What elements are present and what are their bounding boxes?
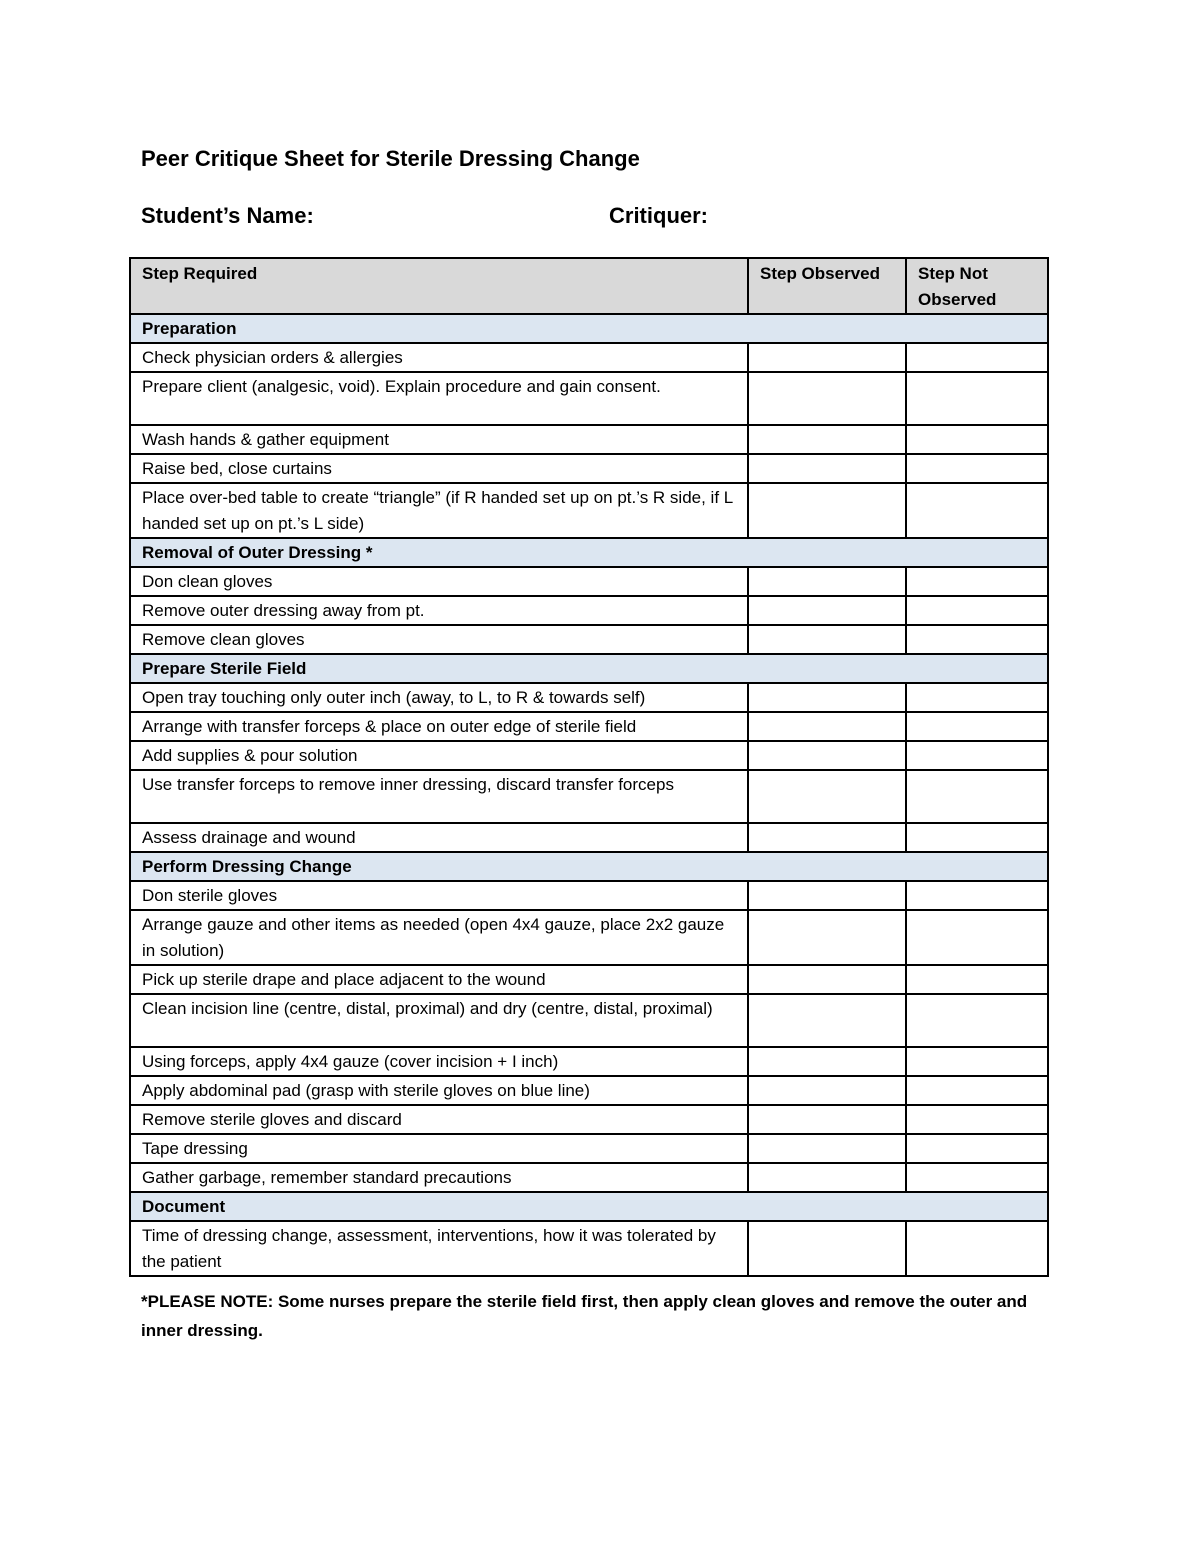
step-not-observed-cell[interactable] (906, 1047, 1048, 1076)
step-observed-cell[interactable] (748, 1105, 906, 1134)
table-row (130, 770, 1048, 823)
step-observed-cell[interactable] (748, 567, 906, 596)
step-not-observed-cell[interactable] (906, 425, 1048, 454)
step-not-observed-cell[interactable] (906, 372, 1048, 425)
step-observed-cell[interactable] (748, 1221, 906, 1276)
step-not-observed-cell[interactable] (906, 881, 1048, 910)
step-not-observed-cell[interactable] (906, 1221, 1048, 1276)
step-observed-cell[interactable] (748, 770, 906, 823)
section-title: Removal of Outer Dressing * (130, 538, 1048, 567)
critiquer-label: Critiquer: (609, 203, 708, 228)
table-row (130, 910, 1048, 965)
step-observed-cell[interactable] (748, 881, 906, 910)
footnote: *PLEASE NOTE: Some nurses prepare the sterile field first, then apply clean gloves and remove the outer and inner dressing. (141, 1292, 1028, 1340)
section-row (130, 314, 1048, 343)
step-observed-cell[interactable] (748, 712, 906, 741)
step-observed-cell[interactable] (748, 343, 906, 372)
step-text: Clean incision line (centre, distal, proximal) and dry (centre, distal, proximal) (130, 994, 748, 1047)
step-not-observed-cell[interactable] (906, 343, 1048, 372)
step-text: Apply abdominal pad (grasp with sterile gloves on blue line) (130, 1076, 748, 1105)
table-row (130, 1105, 1048, 1134)
header-step-not-observed: Step Not Observed (906, 258, 1048, 314)
table-row (130, 567, 1048, 596)
section-row (130, 1192, 1048, 1221)
table-row (130, 1163, 1048, 1192)
step-text: Time of dressing change, assessment, interventions, how it was tolerated by the patient (130, 1221, 748, 1276)
step-observed-cell[interactable] (748, 483, 906, 538)
step-observed-cell[interactable] (748, 425, 906, 454)
step-observed-cell[interactable] (748, 683, 906, 712)
step-text: Tape dressing (130, 1134, 748, 1163)
table-row (130, 1047, 1048, 1076)
step-text: Pick up sterile drape and place adjacent to the wound (130, 965, 748, 994)
step-not-observed-cell[interactable] (906, 625, 1048, 654)
step-text: Place over-bed table to create “triangle” (if R handed set up on pt.’s R side, if L handed set up on pt.’s L side) (130, 483, 748, 538)
step-observed-cell[interactable] (748, 1134, 906, 1163)
step-not-observed-cell[interactable] (906, 483, 1048, 538)
table-row (130, 881, 1048, 910)
step-text: Raise bed, close curtains (130, 454, 748, 483)
step-text: Remove clean gloves (130, 625, 748, 654)
step-not-observed-cell[interactable] (906, 567, 1048, 596)
step-observed-cell[interactable] (748, 596, 906, 625)
step-observed-cell[interactable] (748, 372, 906, 425)
step-not-observed-cell[interactable] (906, 712, 1048, 741)
step-text: Wash hands & gather equipment (130, 425, 748, 454)
step-text: Use transfer forceps to remove inner dressing, discard transfer forceps (130, 770, 748, 823)
section-row (130, 654, 1048, 683)
step-not-observed-cell[interactable] (906, 1105, 1048, 1134)
step-text: Arrange gauze and other items as needed (open 4x4 gauze, place 2x2 gauze in solution) (130, 910, 748, 965)
step-text: Using forceps, apply 4x4 gauze (cover incision + I inch) (130, 1047, 748, 1076)
section-row (130, 852, 1048, 881)
table-row (130, 823, 1048, 852)
table-row (130, 625, 1048, 654)
step-not-observed-cell[interactable] (906, 1134, 1048, 1163)
step-observed-cell[interactable] (748, 994, 906, 1047)
table-row (130, 372, 1048, 425)
section-title: Preparation (130, 314, 1048, 343)
student-name-label: Student’s Name: (141, 203, 314, 228)
step-not-observed-cell[interactable] (906, 823, 1048, 852)
step-text: Don sterile gloves (130, 881, 748, 910)
step-text: Arrange with transfer forceps & place on outer edge of sterile field (130, 712, 748, 741)
step-not-observed-cell[interactable] (906, 770, 1048, 823)
step-not-observed-cell[interactable] (906, 994, 1048, 1047)
step-text: Prepare client (analgesic, void). Explain procedure and gain consent. (130, 372, 748, 425)
section-title: Perform Dressing Change (130, 852, 1048, 881)
section-title: Document (130, 1192, 1048, 1221)
header-step-required: Step Required (130, 258, 748, 314)
section-title: Prepare Sterile Field (130, 654, 1048, 683)
table-row (130, 683, 1048, 712)
step-text: Check physician orders & allergies (130, 343, 748, 372)
table-row (130, 741, 1048, 770)
table-row (130, 483, 1048, 538)
step-text: Remove outer dressing away from pt. (130, 596, 748, 625)
step-not-observed-cell[interactable] (906, 741, 1048, 770)
header-row (130, 258, 1048, 314)
table-row (130, 1134, 1048, 1163)
step-not-observed-cell[interactable] (906, 596, 1048, 625)
step-observed-cell[interactable] (748, 965, 906, 994)
table-row (130, 343, 1048, 372)
step-observed-cell[interactable] (748, 823, 906, 852)
step-text: Don clean gloves (130, 567, 748, 596)
step-text: Open tray touching only outer inch (away, to L, to R & towards self) (130, 683, 748, 712)
step-observed-cell[interactable] (748, 625, 906, 654)
step-not-observed-cell[interactable] (906, 1163, 1048, 1192)
step-not-observed-cell[interactable] (906, 965, 1048, 994)
step-text: Add supplies & pour solution (130, 741, 748, 770)
step-observed-cell[interactable] (748, 1047, 906, 1076)
critique-table (129, 257, 1049, 1277)
step-observed-cell[interactable] (748, 454, 906, 483)
step-text: Remove sterile gloves and discard (130, 1105, 748, 1134)
header-step-observed: Step Observed (748, 258, 906, 314)
step-observed-cell[interactable] (748, 1163, 906, 1192)
step-observed-cell[interactable] (748, 1076, 906, 1105)
step-not-observed-cell[interactable] (906, 454, 1048, 483)
table-row (130, 712, 1048, 741)
table-row (130, 994, 1048, 1047)
table-row (130, 596, 1048, 625)
section-row (130, 538, 1048, 567)
table-row (130, 1076, 1048, 1105)
table-row (130, 425, 1048, 454)
table-row (130, 454, 1048, 483)
table-row (130, 1221, 1048, 1276)
step-observed-cell[interactable] (748, 910, 906, 965)
step-not-observed-cell[interactable] (906, 910, 1048, 965)
step-text: Assess drainage and wound (130, 823, 748, 852)
step-text: Gather garbage, remember standard precautions (130, 1163, 748, 1192)
step-not-observed-cell[interactable] (906, 683, 1048, 712)
step-not-observed-cell[interactable] (906, 1076, 1048, 1105)
table-row (130, 965, 1048, 994)
step-observed-cell[interactable] (748, 741, 906, 770)
page-title: Peer Critique Sheet for Sterile Dressing Change (141, 146, 640, 171)
